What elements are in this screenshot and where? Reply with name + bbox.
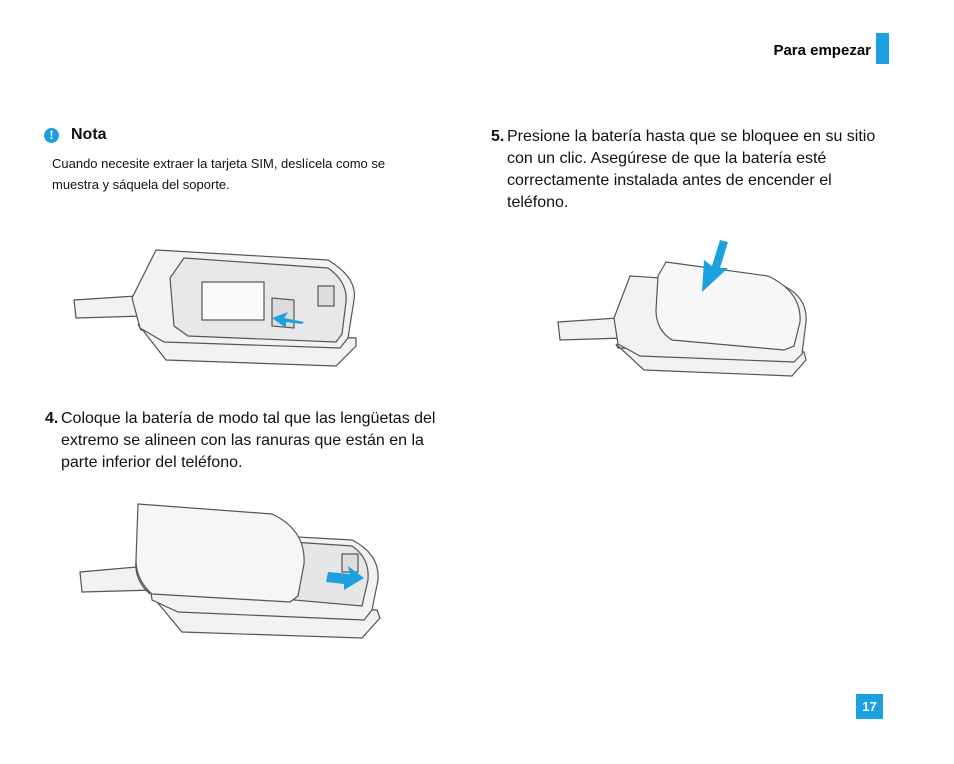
step-4	[45, 408, 446, 474]
section-title: Para empezar	[773, 42, 871, 59]
step-text: Coloque la batería de modo tal que las lengüetas del extremo se alineen con las ranuras que están en la parte inferior del teléfono.	[61, 410, 436, 471]
note-title: Nota	[71, 126, 107, 143]
step-5	[491, 126, 892, 214]
note-heading	[44, 126, 107, 144]
battery-insert-illustration	[72, 500, 392, 650]
battery-lock-illustration	[552, 236, 822, 382]
section-tab-bar	[876, 33, 889, 64]
step-number: 4.	[45, 410, 59, 427]
exclamation-icon: !	[44, 128, 59, 143]
sim-removal-illustration	[66, 238, 366, 378]
note-text: Cuando necesite extraer la tarjeta SIM, deslícela como se muestra y sáquela del soporte.	[52, 156, 386, 192]
page-number: 17	[856, 694, 883, 719]
step-text: Presione la batería hasta que se bloquee en su sitio con un clic. Asegúrese de que la batería esté correctamente instalada antes de encender el teléfono.	[507, 128, 876, 211]
step-number: 5.	[491, 128, 505, 145]
